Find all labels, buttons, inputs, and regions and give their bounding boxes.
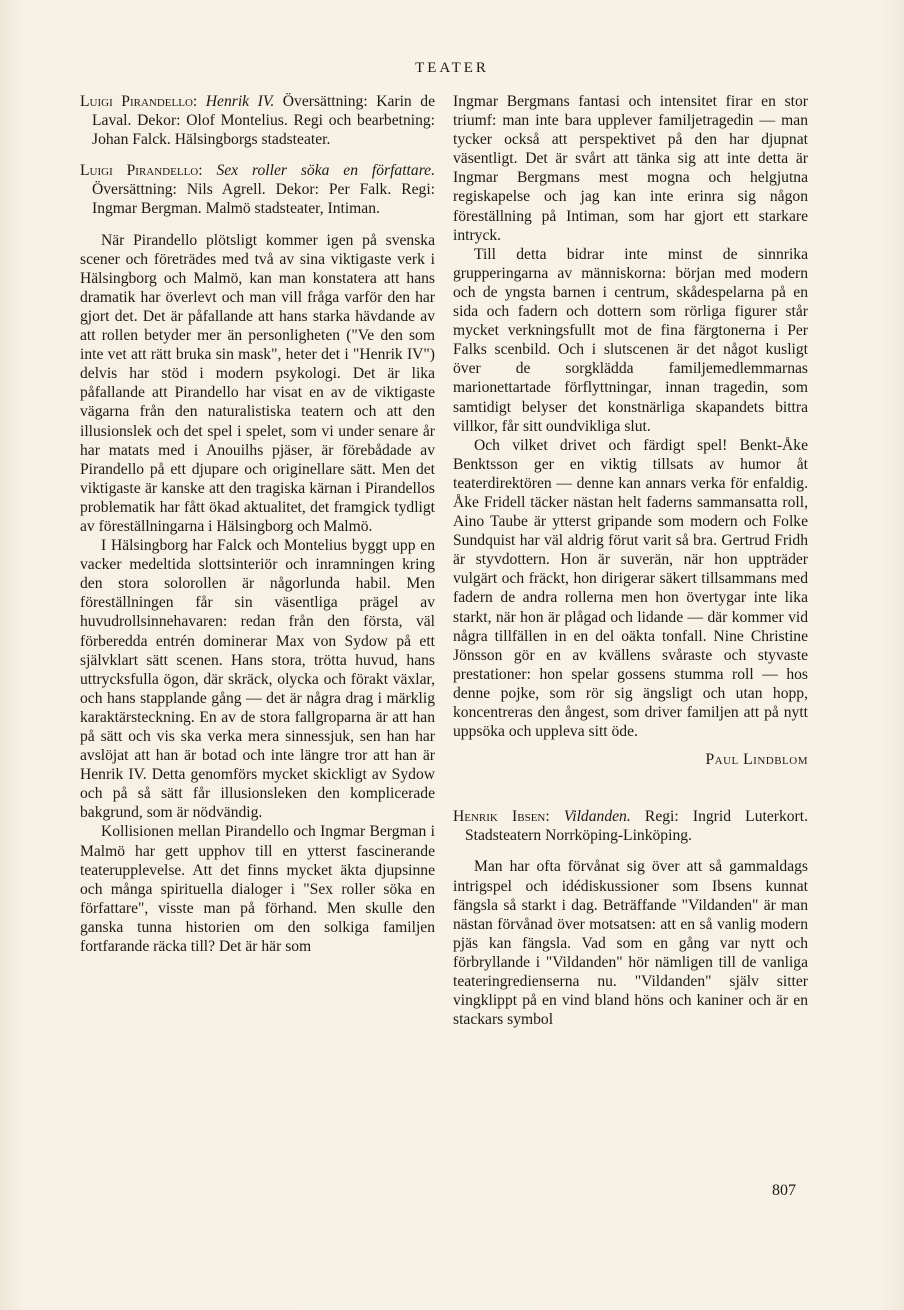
entry-details: Översättning: Karin de Laval. Dekor: Olof Montelius. Regi och bearbetning: Johan Falck. Hälsingborgs stadsteater. (92, 93, 435, 149)
entry-details: Regi: Ingrid Luterkort. Stadsteatern Norrköping-Linköping. (465, 808, 808, 845)
review-entry-sex-roller (80, 161, 435, 218)
page-number: 807 (772, 1182, 796, 1199)
entry-work-title: Sex roller söka en författare. (216, 162, 436, 180)
review-entry-henrik-iv (80, 92, 435, 149)
entry-work-title: Henrik IV. (205, 93, 275, 110)
reviewer-signature: Paul Lindblom (705, 751, 808, 769)
entry-work-title: Vildanden. (563, 808, 631, 826)
review-entry-vildanden (453, 807, 808, 845)
page-header: TEATER (415, 60, 489, 76)
left-column (80, 92, 435, 956)
entry-details: Översättning: Nils Agrell. Dekor: Per Falk. Regi: Ingmar Bergman. Malmö stadsteater, Intiman. (92, 181, 435, 218)
entry-author: Luigi Pirandello: (80, 93, 198, 110)
body-paragraph: Och vilket drivet och färdigt spel! Benkt-Åke Benktsson ger en viktig tillsats av humor åt teaterdirektören — denne kan annars verka för enfaldig. Åke Fridell täcker nästan helt faderns sammansatta roll, Aino Taube är ytterst gripande som modern och Folke Sundquist har väl aldrig förut varit så bra. Gertrud Fridh är styvdottern. Hon är suverän, när hon uppträder vulgärt och fräckt, hon dirigerar säkert tillsammans med fadern de andra rollerna men hon övertygar inte lika starkt, när hon är plågad och lidande — där kommer vid några tillfällen in en del oäkta tonfall. Nine Christine Jönsson gör en av kvällens svåraste och styvaste prestationer: hon spelar gossens stumma roll — hos denne pojke, som rör sig ängsligt och utan hopp, koncentreras den ångest, som driver familjen att på nytt uppsöka och uppleva sitt öde. (453, 436, 808, 741)
body-paragraph: Ingmar Bergmans fantasi och intensitet firar en stor triumf: man inte bara upplever familjetragedin — man tycker också att perspektivet på den har djupnat väsentligt. Det är svårt att tänka sig att inte detta är Ingmar Bergmans mest mogna och helgjutna regiskapelse och jag kan inte erinra sig någon föreställning på Intiman, som har gjort ett starkare intryck. (453, 93, 808, 244)
body-paragraph: Till detta bidrar inte minst de sinnrika grupperingarna av människorna: början med modern och de yngsta barnen i centrum, skådespelarna på en sida och fadern och dottern som rörliga figurer står mycket verkningsfullt mot de fina färgtonerna i Per Falks scenbild. Och i slutscenen är det något kusligt över de sorgklädda familjemedlemmarnas marionettartade förflyttningar, innan tragedin, som samtidigt belyser det konstnärliga skapandets bittra villkor, får sitt oundvikliga slut. (453, 245, 808, 435)
body-paragraph: Man har ofta förvånat sig över att så gammaldags intrigspel och idédiskussioner som Ibsens kunnat fängsla så starkt i dag. Beträffande "Vildanden" är man nästan förvånad över motsatsen: att en så vanlig modern pjäs kan fängsla. Vad som en gång var nytt och förbryllande i "Vildanden" hör nämligen till de vanliga teateringredienserna nu. "Vildanden" själv sitter vingklippt på en vind bland höns och kaniner och är en stackars symbol (453, 858, 808, 1029)
body-paragraph: I Hälsingborg har Falck och Montelius byggt upp en vacker medeltida slottsinteriör och inramningen kring den stora solorollen är någorlunda habil. Men föreställningen får sin väsentliga prägel av huvudrollsinnehavaren: redan från den första, väl förberedda entrén dominerar Max von Sydow på ett självklart sätt scenen. Hans stora, trötta huvud, hans uttrycksfulla ögon, där skräck, olycka och förakt växlar, och hans stapplande gång — det är några drag i märklig karaktärsteckning. En av de stora fallgroparna är att han på sätt och vis ska verka mera sinnessjuk, sen han har avslöjat att han är botad och inte längre tror att han är Henrik IV. Detta genomförs mycket skickligt av Sydow och på så sätt får illusionsleken den komplicerade bakgrund, som är nödvändig. (80, 537, 435, 822)
body-paragraph: När Pirandello plötsligt kommer igen på svenska scener och företrädes med två av sina viktigaste verk i Hälsingborg och Malmö, kan man konstatera att hans dramatik har överlevt och man vill fråga varför den har gjort det. Det är påfallande att hans starka hävdande av att rollen betyder mer än personligheten ("Ve den som inte vet att rätt bruka sin mask", heter det i "Henrik IV") delvis har stöd i modern psykologi. Det är lika påfallande att Pirandello har visat en av de viktigaste vägarna från den naturalistiska teatern och att den illusionslek och det spel i spelet, som vi under senare år har matats med i Anouilhs pjäser, är förebådade av Pirandello på ett djupare och originellare sätt. Men det viktigaste är kanske att den tragiska kärnan i Pirandellos problematik har fått ökad aktualitet, det framgick tydligt av föreställningarna i Hälsingborg och Malmö. (80, 231, 435, 535)
entry-author: Henrik Ibsen: (453, 808, 550, 826)
entry-author: Luigi Pirandello: (80, 162, 203, 180)
right-column (453, 92, 808, 1029)
body-paragraph: Kollisionen mellan Pirandello och Ingmar Bergman i Malmö har gett upphov till en ytterst fascinerande teaterupplevelse. Att det finns mycket äkta djupsinne och många spirituella dialoger i "Sex roller söka en författare", visste man på förhand. Men skulle den ganska tunna historien om den solkiga familjen fortfarande räcka till? Det är här som (80, 823, 435, 956)
